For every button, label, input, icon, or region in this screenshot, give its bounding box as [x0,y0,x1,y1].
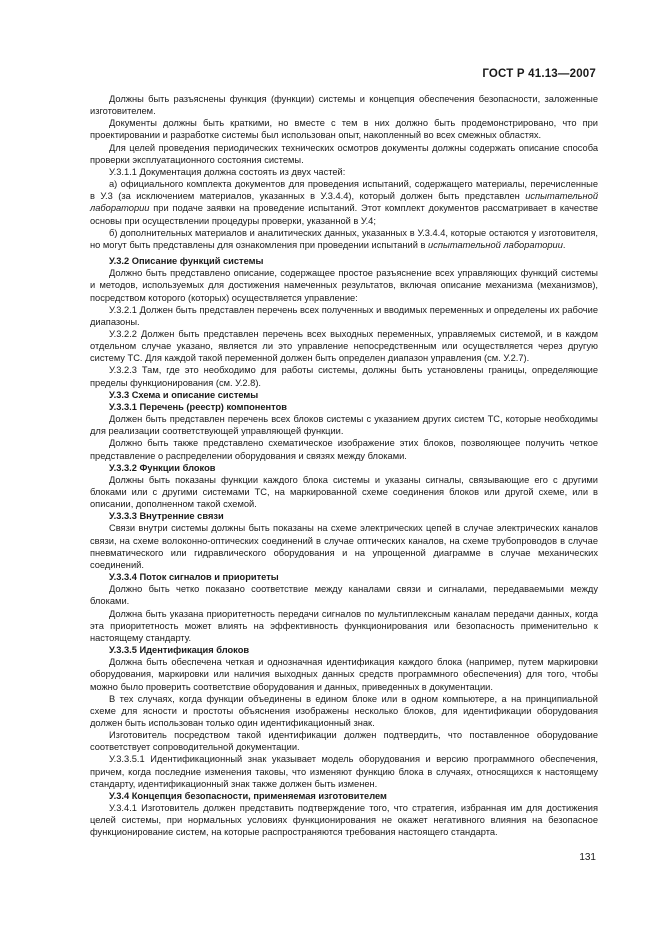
subsection-heading: У.3.3.1 Перечень (реестр) компонентов [109,401,287,412]
paragraph: Должно быть четко показано соответствие между каналами связи и сигналами, передаваемыми между блоками. [90,584,598,607]
list-item-a-text: а) официального комплекта документов для проведения испытаний, содержащего материалы, перечисленные в У.3 (за исключением материалов, указанных в У.3.4.4), который должен быть представлен [90,179,598,202]
italic-phrase: испытательной лаборатории [90,191,598,214]
list-item-b-text: б) дополнительных материалов и аналитических данных, указанных в У.3.4.4, которые остаются у изготовителя, но могут быть представлены для ознакомления при проведении испытаний в [90,227,598,250]
list-item-b-text-tail: . [562,239,566,250]
list-item-a-text-tail: при подаче заявки на проведение испытаний. Этот комплект документов рассматривает в качестве основы при осуществлении процедуры проверки, указанной в У.4; [90,203,598,226]
paragraph: У.3.3.5.1 Идентификационный знак указывает модель оборудования и версию программного обеспечения, причем, когда последние изменения таковы, что изменяют функцию блока в случаях, относящихся к настоящему стандарту, идентификационный знак также должен быть изменен. [90,754,598,789]
subsection-heading: У.3.3.3 Внутренние связи [109,511,224,522]
section-heading: У.3.4 Концепция безопасности, применяемая изготовителем [109,790,387,801]
paragraph: Должен быть представлен перечень всех блоков системы с указанием других систем ТС, которые необходимы для реализации соответствующей управляющей функции. [90,414,598,437]
document-body [90,93,598,839]
paragraph: У.3.2.3 Там, где это необходимо для работы системы, должны быть установлены границы, определяющие пределы функционирования (см. У.2.8). [90,365,598,388]
paragraph: Должно быть представлено описание, содержащее простое разъяснение всех управляющих функций системы и методов, используемых для достижения намеченных результатов, включая описание механизма (механизмов), посредством которого (которых) осуществляется управление: [90,268,598,303]
paragraph: У.3.4.1 Изготовитель должен представить подтверждение того, что стратегия, избранная им для достижения целей системы, при нормальных условиях функционирования не окажет негативного влияния на безопасное функционирование систем, на которые распространяются требования настоящего стандарта. [90,803,598,838]
paragraph: У.3.2.1 Должен быть представлен перечень всех полученных и вводимых переменных и определены их рабочие диапазоны. [90,304,598,327]
paragraph: Изготовитель посредством такой идентификации должен подтвердить, что поставленное оборудование соответствует сопроводительной документации. [90,730,598,753]
paragraph: Должны быть показаны функции каждого блока системы и указаны сигналы, связывающие его с другими блоками или с другими системами ТС, на маркированной схеме соединения блоков или другой схеме, или в описании, дополненном такой схемой. [90,474,598,510]
section-heading: У.3.3 Схема и описание системы [109,389,259,400]
paragraph: Должны быть разъяснены функция (функции) системы и концепция обеспечения безопасности, заложенные изготовителем. [90,94,598,117]
subsection-heading: У.3.3.5 Идентификация блоков [109,645,250,656]
page-number: 131 [579,852,596,863]
paragraph: Для целей проведения периодических технических осмотров документы должны содержать описание способа проверки эксплуатационного состояния системы. [90,142,598,165]
paragraph: Должна быть указана приоритетность передачи сигналов по мультиплексным каналам передачи данных, когда эта приоритетность может влиять на эффективность функционирования или безопасность применительно к настоящему стандарту. [90,608,598,643]
subsection-heading: У.3.3.2 Функции блоков [109,462,216,473]
italic-phrase: испытательной лаборатории [428,239,563,250]
paragraph: У.3.2.2 Должен быть представлен перечень всех выходных переменных, управляемых системой, и в каждом отдельном случае указано, является ли это управление непосредственным или осуществляется через другую систему ТС. Для каждой такой переменной должен быть определен диапазон управления (см. У.2.7). [90,328,598,364]
document-header: ГОСТ Р 41.13—2007 [482,68,596,80]
paragraph: Связи внутри системы должны быть показаны на схеме электрических цепей в случае электрических каналов связи, на схеме волоконно-оптических соединений в случае оптических каналов, на схеме трубопроводов в случае пневматического или гидравлического оборудования и на упрощенной диаграмме в случае механических соединений. [90,523,598,570]
paragraph-list-item-a [90,178,598,227]
paragraph: Должна быть обеспечена четкая и однозначная идентификация каждого блока (например, путем маркировки оборудования, маркировки или наличия выходных данных средств программного обеспечения) для того, чтобы можно было проверить соответствие оборудования и данных, приведенных в документации. [90,657,598,692]
paragraph-list-item-b [90,227,598,251]
subsection-heading: У.3.3.4 Поток сигналов и приоритеты [109,572,279,583]
section-heading: У.3.2 Описание функций системы [109,256,264,267]
paragraph: У.3.1.1 Документация должна состоять из двух частей: [109,166,346,177]
paragraph: Должно быть также представлено схематическое изображение этих блоков, позволяющее получить четкое представление о распределении оборудования и связях между блоками. [90,438,598,461]
paragraph: Документы должны быть краткими, но вместе с тем в них должно быть продемонстрировано, что при проектировании и разработке системы был использован опыт, накопленный во всех смежных областях. [90,118,598,141]
paragraph: В тех случаях, когда функции объединены в едином блоке или в одном компьютере, а на принципиальной схеме для ясности и простоты объяснения изображены несколько блоков, для идентификации оборудования должен быть использован только один идентификационный знак. [90,693,598,728]
